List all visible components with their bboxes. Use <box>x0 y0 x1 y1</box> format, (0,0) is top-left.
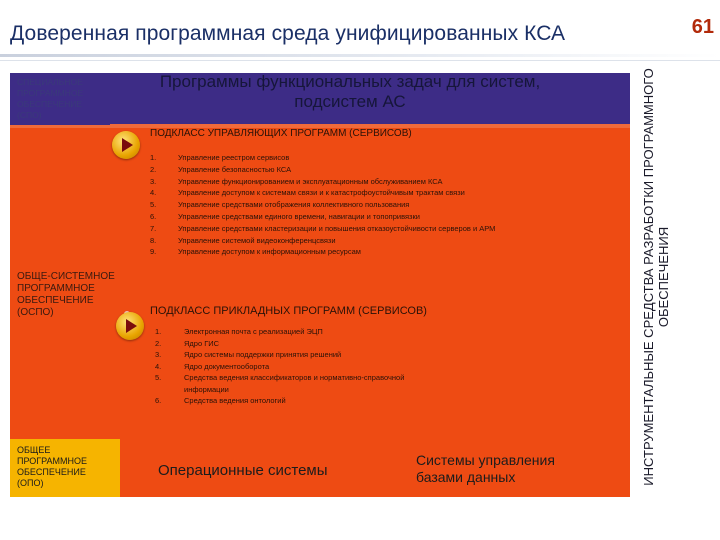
list-item: информации <box>184 384 229 394</box>
list-item: 1. Электронная почта с реализацией ЭЦП <box>155 327 323 336</box>
header-divider <box>0 54 720 57</box>
spo-label: СПЕЦИАЛЬНОЕ ПРОГРАММНОЕ ОБЕСПЕЧЕНИЕ (СПО) <box>17 77 84 120</box>
list-item: 2. Управление безопасностью КСА <box>150 164 292 174</box>
list-item: 5. Управление средствами отображения коллективного пользования <box>150 200 410 210</box>
list-item: 6. Управление средствами единого времени, навигации и топопривязки <box>150 211 420 221</box>
control-play-button[interactable] <box>112 131 140 159</box>
list-item: 8. Управление системой видеоконференцсвязи <box>150 235 336 245</box>
list-item: 6. Средства ведения онтологий <box>155 396 286 405</box>
os-label: Операционные системы <box>158 462 328 479</box>
play-icon <box>122 138 133 152</box>
list-item: 7. Управление средствами кластеризации и повышения отказоустойчивости серверов и АРМ <box>150 223 496 233</box>
control-subclass-title: ПОДКЛАСС УПРАВЛЯЮЩИХ ПРОГРАММ (СЕРВИСОВ) <box>150 128 412 139</box>
page-number: 61 <box>691 16 714 38</box>
applied-subclass-title: ПОДКЛАСС ПРИКЛАДНЫХ ПРОГРАММ (СЕРВИСОВ) <box>150 305 427 317</box>
page-title: Доверенная программная среда унифицированных КСА <box>10 22 566 45</box>
list-item: 1. Управление реестром сервисов <box>150 153 290 162</box>
list-item: 3. Ядро системы поддержки принятия решений <box>155 350 342 359</box>
ospo-label: ОБЩЕ-СИСТЕМНОЕ ПРОГРАММНОЕ ОБЕСПЕЧЕНИЕ (ОСПО) <box>17 271 115 318</box>
list-item: 3. Управление функционированием и эксплуатационным обслуживанием КСА <box>150 176 443 186</box>
play-icon <box>126 319 137 333</box>
list-item: 4. Ядро документооборота <box>155 361 270 371</box>
dev-tools-label: ИНСТРУМЕНТАЛЬНЫЕ СРЕДСТВА РАЗРАБОТКИ ПРОГРАММНОГО ОБЕСПЕЧЕНИЯ <box>641 68 671 486</box>
list-item: 5. Средства ведения классификаторов и нормативно-справочной <box>155 373 405 382</box>
list-item: 4. Управление доступом к системам связи и к катастрофоустойчивым трактам связи <box>150 188 465 198</box>
control-list <box>150 152 610 258</box>
applied-play-button[interactable] <box>116 312 144 340</box>
applied-list <box>155 326 595 407</box>
dbms-label: Системы управления базами данных <box>416 452 555 485</box>
list-item: 2. Ядро ГИС <box>155 338 220 348</box>
functional-programs-title: Программы функциональных задач для систем, подсистем АС <box>159 72 541 111</box>
list-item: 9. Управление доступом к информационным ресурсам <box>150 247 361 257</box>
opo-label: ОБЩЕЕ ПРОГРАММНОЕ ОБЕСПЕЧЕНИЕ (ОПО) <box>17 445 88 488</box>
header-divider-thin <box>0 60 720 61</box>
